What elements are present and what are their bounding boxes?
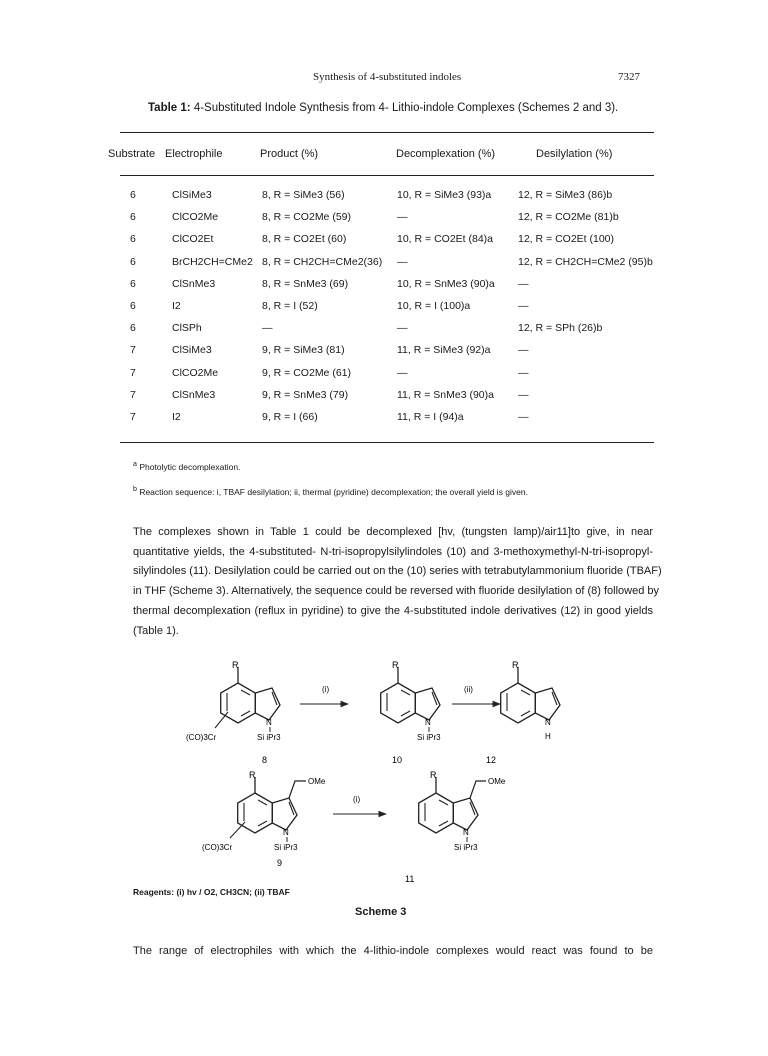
si-label: Si iPr3 <box>454 843 478 852</box>
si-label: Si iPr3 <box>274 843 298 852</box>
cell-electrophile: I2 <box>172 411 181 423</box>
cell-decomplexation: 11, R = SiMe3 (92)a <box>397 344 491 357</box>
cell-desilylation: — <box>518 411 529 423</box>
compound-11-structure <box>405 770 506 884</box>
compound-12-structure <box>486 660 560 765</box>
cell-product: 9, R = I (66) <box>262 411 318 423</box>
cell-electrophile: ClSPh <box>172 322 202 335</box>
compound-label: 9 <box>277 858 283 868</box>
running-title: Synthesis of 4-substituted indoles <box>313 71 462 83</box>
cell-substrate: 6 <box>130 255 136 268</box>
cell-substrate: 7 <box>130 388 136 401</box>
col-header-desilylation: Desilylation (%) <box>536 148 613 160</box>
scheme-title-text: Scheme 3 <box>355 906 407 918</box>
cell-desilylation: 12, R = SPh (26)b <box>518 322 603 335</box>
cell-substrate: 7 <box>130 366 136 379</box>
paragraph-line: The complexes shown in Table 1 could be decomplexed [hv, (tungsten lamp)/air11]to give, in near <box>133 526 653 538</box>
table-bottom-rule <box>120 442 654 443</box>
paragraph-line: silylindoles (11). Desilylation could be carried out on the (10) series with tetrabutylammonium fluoride (TBAF) <box>133 565 662 578</box>
r-label: R <box>232 660 239 670</box>
cell-desilylation: — <box>518 300 529 312</box>
reagents-text: Reagents: (i) hv / O2, CH3CN; (ii) TBAF <box>133 887 290 897</box>
cell-decomplexation: 10, R = CO2Et (84)a <box>397 233 494 246</box>
step-label: (ii) <box>464 685 473 694</box>
paragraph-line: The range of electrophiles with which the 4-lithio-indole complexes would react was found to be <box>133 945 653 957</box>
cell-substrate: 6 <box>130 233 136 246</box>
footnote-text: Photolytic decomplexation. <box>139 461 241 472</box>
cell-desilylation: — <box>518 388 529 401</box>
step-label: (i) <box>353 795 361 804</box>
cell-decomplexation: 11, R = SnMe3 (90)a <box>397 388 494 401</box>
cell-substrate: 6 <box>130 300 136 312</box>
ome-label: OMe <box>308 777 326 786</box>
paragraph-line: (Table 1). <box>133 624 179 637</box>
cell-electrophile: I2 <box>172 300 181 312</box>
cr-label: (CO)3Cr <box>186 733 217 742</box>
cell-product: 8, R = SiMe3 (56) <box>262 189 345 201</box>
cell-electrophile: ClSiMe3 <box>172 189 212 201</box>
cell-decomplexation: 11, R = I (94)a <box>397 411 464 423</box>
cell-desilylation: 12, R = CO2Me (81)b <box>518 211 619 224</box>
table-caption-label: Table 1: <box>148 102 191 114</box>
table-top-rule <box>120 132 654 133</box>
footnote-mark: b <box>133 485 137 493</box>
footnote-a <box>133 460 240 472</box>
cell-desilylation: 12, R = CH2CH=CMe2 (95)b <box>518 255 653 268</box>
cell-substrate: 6 <box>130 211 136 224</box>
cell-product: 8, R = SnMe3 (69) <box>262 277 349 290</box>
r-label: R <box>430 770 437 780</box>
cell-product: 8, R = I (52) <box>262 300 318 312</box>
page-number: 7327 <box>618 71 640 83</box>
cell-substrate: 7 <box>130 411 136 423</box>
cell-product: — <box>262 322 273 335</box>
cell-decomplexation: — <box>397 322 408 335</box>
body-paragraph <box>133 523 662 641</box>
ome-label: OMe <box>488 777 506 786</box>
cell-electrophile: ClSnMe3 <box>172 388 216 401</box>
cell-electrophile: BrCH2CH=CMe2 <box>172 255 253 268</box>
paragraph-line: thermal decomplexation (reflux in pyridine) to give the 4-substituted indole derivatives (12) in good yields <box>133 604 653 617</box>
step-label: (i) <box>322 685 330 694</box>
cell-decomplexation: 10, R = I (100)a <box>397 300 471 312</box>
cell-desilylation: — <box>518 277 529 290</box>
compound-label: 10 <box>392 755 403 765</box>
cell-product: 9, R = CO2Me (61) <box>262 366 351 379</box>
cell-decomplexation: 10, R = SnMe3 (90)a <box>397 277 495 290</box>
n-label: N <box>463 828 469 837</box>
cr-label: (CO)3Cr <box>202 843 233 852</box>
col-header-product: Product (%) <box>260 148 319 160</box>
paragraph-line: quantitative yields, the 4-substituted- N-tri-isopropylsilylindoles (10) and 3-methoxymethyl-N-tri-isopropyl- <box>133 545 653 558</box>
n-label: N <box>425 718 431 727</box>
footnote-mark: a <box>133 460 137 468</box>
paragraph-line: in THF (Scheme 3). Alternatively, the sequence could be reversed with fluoride desilylation of (8) followed by <box>133 585 660 598</box>
h-label: H <box>545 732 551 741</box>
cell-product: 8, R = CO2Me (59) <box>262 211 351 224</box>
col-header-substrate: Substrate <box>108 148 156 160</box>
reaction-arrow-i <box>300 685 348 704</box>
cell-product: 9, R = SiMe3 (81) <box>262 344 345 357</box>
compound-9-structure <box>202 770 326 868</box>
cell-product: 8, R = CO2Et (60) <box>262 233 347 246</box>
cell-substrate: 6 <box>130 322 136 335</box>
cell-desilylation: 12, R = CO2Et (100) <box>518 233 615 246</box>
n-label: N <box>545 718 551 727</box>
cell-substrate: 6 <box>130 189 136 201</box>
cell-desilylation: — <box>518 344 529 357</box>
cell-electrophile: ClSnMe3 <box>172 277 216 290</box>
scheme-3-diagram <box>0 650 768 930</box>
r-label: R <box>512 660 519 670</box>
n-label: N <box>283 828 289 837</box>
body-paragraph-2 <box>133 942 653 962</box>
cell-decomplexation: — <box>397 366 408 379</box>
cell-decomplexation: — <box>397 211 408 224</box>
cell-decomplexation: — <box>397 255 408 268</box>
footnote-b <box>133 485 528 497</box>
footnote-text: Reaction sequence: i, TBAF desilylation; ii, thermal (pyridine) decomplexation; the overall yield is given. <box>139 486 528 497</box>
table-caption <box>148 102 618 114</box>
r-label: R <box>249 770 256 780</box>
compound-label: 11 <box>405 874 415 884</box>
table-caption-text: 4-Substituted Indole Synthesis from 4- Lithio-indole Complexes (Schemes 2 and 3). <box>193 102 619 114</box>
cell-substrate: 7 <box>130 344 136 357</box>
compound-8-structure <box>186 660 281 765</box>
cell-desilylation: — <box>518 366 529 379</box>
scheme-title <box>355 906 406 918</box>
scheme-reagents <box>133 887 290 897</box>
col-header-electrophile: Electrophile <box>165 148 223 160</box>
table-header-rule <box>120 175 654 176</box>
reaction-arrow-ii <box>452 685 500 704</box>
r-label: R <box>392 660 399 670</box>
cell-desilylation: 12, R = SiMe3 (86)b <box>518 189 613 201</box>
si-label: Si iPr3 <box>257 733 281 742</box>
cell-decomplexation: 10, R = SiMe3 (93)a <box>397 189 492 201</box>
cell-electrophile: ClCO2Et <box>172 233 214 246</box>
compound-label: 12 <box>486 755 497 765</box>
cell-electrophile: ClSiMe3 <box>172 344 212 357</box>
si-label: Si iPr3 <box>417 733 441 742</box>
cell-substrate: 6 <box>130 277 136 290</box>
cell-electrophile: ClCO2Me <box>172 211 219 224</box>
col-header-decomplexation: Decomplexation (%) <box>396 148 496 160</box>
cell-electrophile: ClCO2Me <box>172 366 219 379</box>
cell-product: 8, R = CH2CH=CMe2(36) <box>262 255 383 268</box>
n-label: N <box>266 718 272 727</box>
compound-10-structure <box>381 660 441 765</box>
reaction-arrow-i-lower <box>333 795 386 814</box>
compound-label: 8 <box>262 755 268 765</box>
cell-product: 9, R = SnMe3 (79) <box>262 388 349 401</box>
